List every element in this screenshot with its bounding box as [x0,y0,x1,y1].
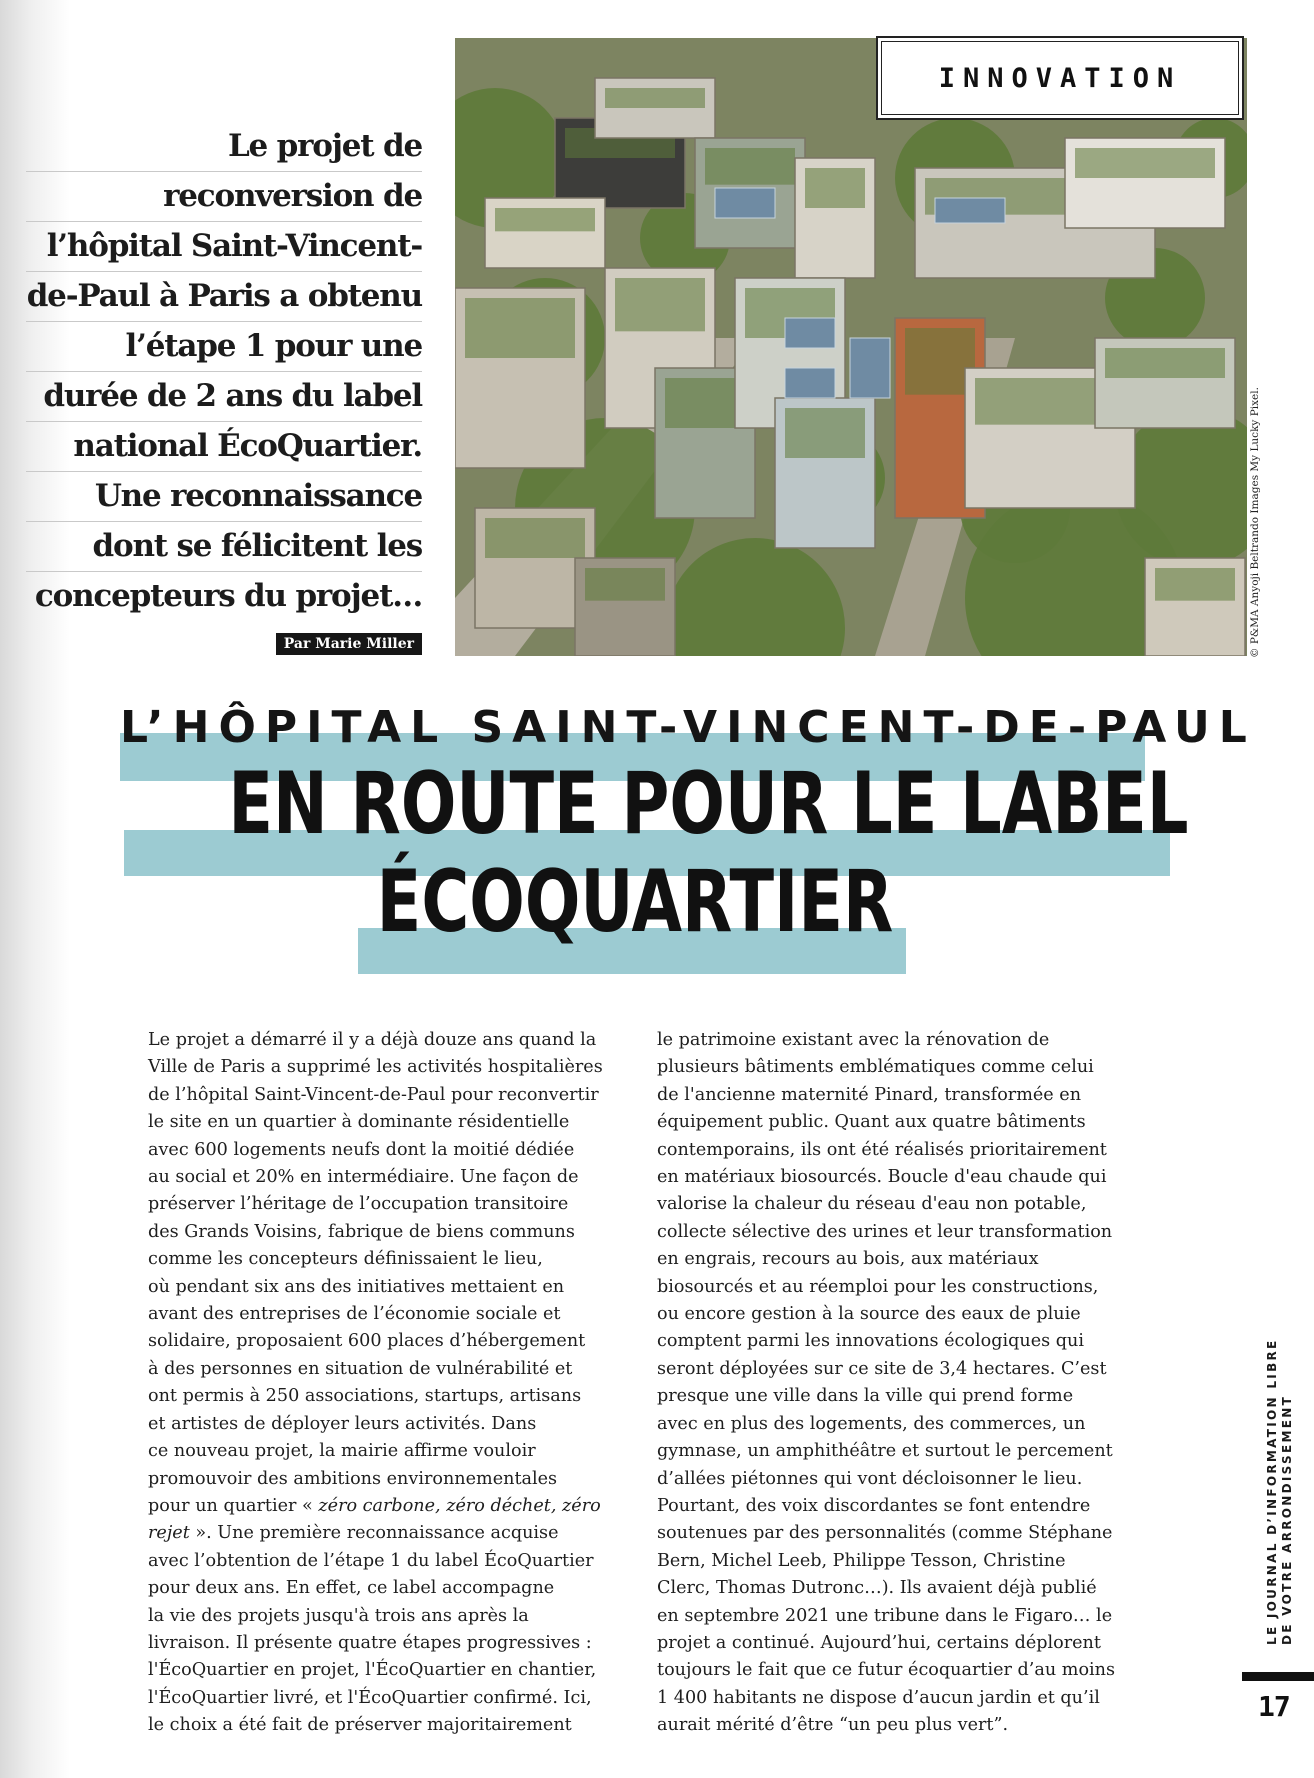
green-roof [1075,148,1215,178]
body-line: projet a continué. Aujourd’hui, certains déplorent [657,1632,1101,1653]
body-line: des Grands Voisins, fabrique de biens communs [148,1221,575,1242]
body-line: au social et 20% en intermédiaire. Une façon de [148,1167,579,1188]
aerial-photo-illustration [455,38,1247,656]
body-line: gymnase, un amphithéâtre et surtout le percement [657,1441,1113,1462]
green-roof [485,518,585,558]
standfirst-line: l’hôpital Saint-Vincent- [26,222,422,272]
quote-lead: pour un quartier « [148,1495,319,1516]
tagline-line-2: DE VOTRE ARRONDISSEMENT [1280,1394,1294,1645]
quote-tail: ». Une première reconnaissance acquise [189,1523,559,1544]
solar-panel [850,338,890,398]
body-line: le patrimoine existant avec la rénovation de [657,1030,1050,1050]
headline [228,754,1189,952]
body-line: l'ÉcoQuartier livré, et l'ÉcoQuartier confirmé. Ici, [148,1687,592,1708]
body-line: en septembre 2021 une tribune dans le Figaro… le [657,1605,1113,1626]
green-roof [785,408,865,458]
body-line: l'ÉcoQuartier en projet, l'ÉcoQuartier en chantier, [148,1660,597,1681]
body-line: avant des entreprises de l’économie sociale et [148,1304,561,1325]
body-line: à des personnes en situation de vulnérabilité et [148,1358,573,1379]
body-line: toujours le fait que ce futur écoquartier d’au moins [657,1660,1116,1681]
body-line: où pendant six ans des initiatives mettaient en [148,1276,565,1297]
body-line-quote [148,1520,648,1547]
green-roof [585,568,665,601]
standfirst-line: reconversion de [26,172,422,222]
body-line-quote [148,1493,648,1520]
green-roof [495,208,595,231]
body-line: le site en un quartier à dominante résidentielle [148,1112,570,1133]
body-line: livraison. Il présente quatre étapes progressives : [148,1632,592,1653]
headline-line-1: EN ROUTE POUR LE LABEL [228,754,1189,854]
photo-credit: © P&MA Anyoji Beltrando Images My Lucky Pixel. [1249,387,1261,658]
body-line: ou encore gestion à la source des eaux de pluie [657,1304,1081,1325]
standfirst-line: Une reconnaissance [26,472,422,522]
body-line: de l’hôpital Saint-Vincent-de-Paul pour reconvertir [148,1084,599,1105]
body-line: comptent parmi les innovations écologiques qui [657,1331,1084,1352]
aerial-photo [455,38,1247,656]
body-line: en engrais, recours au bois, aux matériaux [657,1249,1039,1270]
body-line: pour deux ans. En effet, ce label accompagne [148,1578,555,1599]
body-line: 1 400 habitants ne dispose d’aucun jardin et qu’il [657,1687,1100,1708]
body-line: et artistes de déployer leurs activités. Dans [148,1413,537,1434]
headline-line-2: ÉCOQUARTIER [376,852,894,952]
folio-rule [1242,1672,1314,1681]
body-line: ont permis à 250 associations, startups, artisans [148,1386,582,1407]
body-column-2 [657,1027,1157,1740]
body-line: contemporains, ils ont été réalisés prioritairement [657,1139,1107,1160]
body-line: de l'ancienne maternité Pinard, transformée en [657,1084,1082,1105]
solar-panel [935,198,1005,223]
body-line: soutenues par des personnalités (comme Stéphane [657,1523,1113,1544]
body-line: avec 600 logements neufs dont la moitié dédiée [148,1139,575,1160]
quote-italic: rejet [148,1523,190,1544]
body-line: la vie des projets jusqu'à trois ans après la [148,1605,529,1626]
body-line: seront déployées sur ce site de 3,4 hectares. C’est [657,1358,1107,1379]
body-line: biosourcés et au réemploi pour les constructions, [657,1276,1099,1297]
standfirst-line: Le projet de [26,122,422,172]
section-rubric [876,36,1244,120]
body-line: Pourtant, des voix discordantes se font entendre [657,1495,1091,1516]
quote-italic: zéro carbone, zéro déchet, zéro [318,1495,601,1516]
standfirst-line: durée de 2 ans du label [26,372,422,422]
body-line: Le projet a démarré il y a déjà douze ans quand la [148,1030,597,1050]
solar-panel [715,188,775,218]
body-line: ce nouveau projet, la mairie affirme vouloir [148,1441,536,1462]
body-line: collecte sélective des urines et leur transformation [657,1221,1113,1242]
body-line: valorise la chaleur du réseau d'eau non potable, [657,1194,1087,1215]
solar-panel [785,318,835,348]
section-rubric-label: INNOVATION [938,62,1182,94]
body-line: aurait mérité d’être “un peu plus vert”. [657,1715,1009,1736]
body-line: plusieurs bâtiments emblématiques comme celui [657,1057,1094,1078]
page-number: 17 [1258,1690,1290,1723]
body-column-1 [148,1027,648,1740]
body-line: avec l’obtention de l’étape 1 du label ÉcoQuartier [148,1550,594,1571]
green-roof [805,168,865,208]
headline-kicker: L’HÔPITAL SAINT-VINCENT-DE-PAUL [120,702,1256,753]
publication-tagline [1265,1338,1295,1645]
green-roof [615,278,705,331]
standfirst [26,122,422,621]
standfirst-line: dont se félicitent les [26,522,422,572]
body-line: en matériaux biosourcés. Boucle d'eau chaude qui [657,1167,1107,1188]
body-line: équipement public. Quant aux quatre bâtiments [657,1112,1086,1133]
body-line: Bern, Michel Leeb, Philippe Tesson, Christine [657,1550,1066,1571]
body-line: avec en plus des logements, des commerces, un [657,1413,1086,1434]
body-line: presque une ville dans la ville qui prend forme [657,1386,1074,1407]
green-roof [1105,348,1225,378]
body-line: comme les concepteurs définissaient le lieu, [148,1249,543,1270]
body-line: Clerc, Thomas Dutronc…). Ils avaient déjà publié [657,1578,1097,1599]
green-roof [665,378,745,428]
green-roof [705,148,795,185]
standfirst-line: concepteurs du projet… [34,578,422,614]
body-line: promouvoir des ambitions environnementales [148,1468,558,1489]
body-line: le choix a été fait de préserver majoritairement [148,1715,572,1736]
body-line: d’allées piétonnes qui vont décloisonner le lieu. [657,1468,1083,1489]
standfirst-line: national ÉcoQuartier. [26,422,422,472]
green-roof [465,298,575,358]
body-line: solidaire, proposaient 600 places d’hébergement [148,1331,586,1352]
tagline-line-1: LE JOURNAL D’INFORMATION LIBRE [1265,1338,1279,1645]
body-line: Ville de Paris a supprimé les activités hospitalières [148,1057,603,1078]
byline-badge: Par Marie Miller [276,633,422,655]
standfirst-line: l’étape 1 pour une [26,322,422,372]
solar-panel [785,368,835,398]
body-line: préserver l’héritage de l’occupation transitoire [148,1194,569,1215]
standfirst-line: de-Paul à Paris a obtenu [26,272,422,322]
green-roof [1155,568,1235,601]
green-roof [605,88,705,108]
